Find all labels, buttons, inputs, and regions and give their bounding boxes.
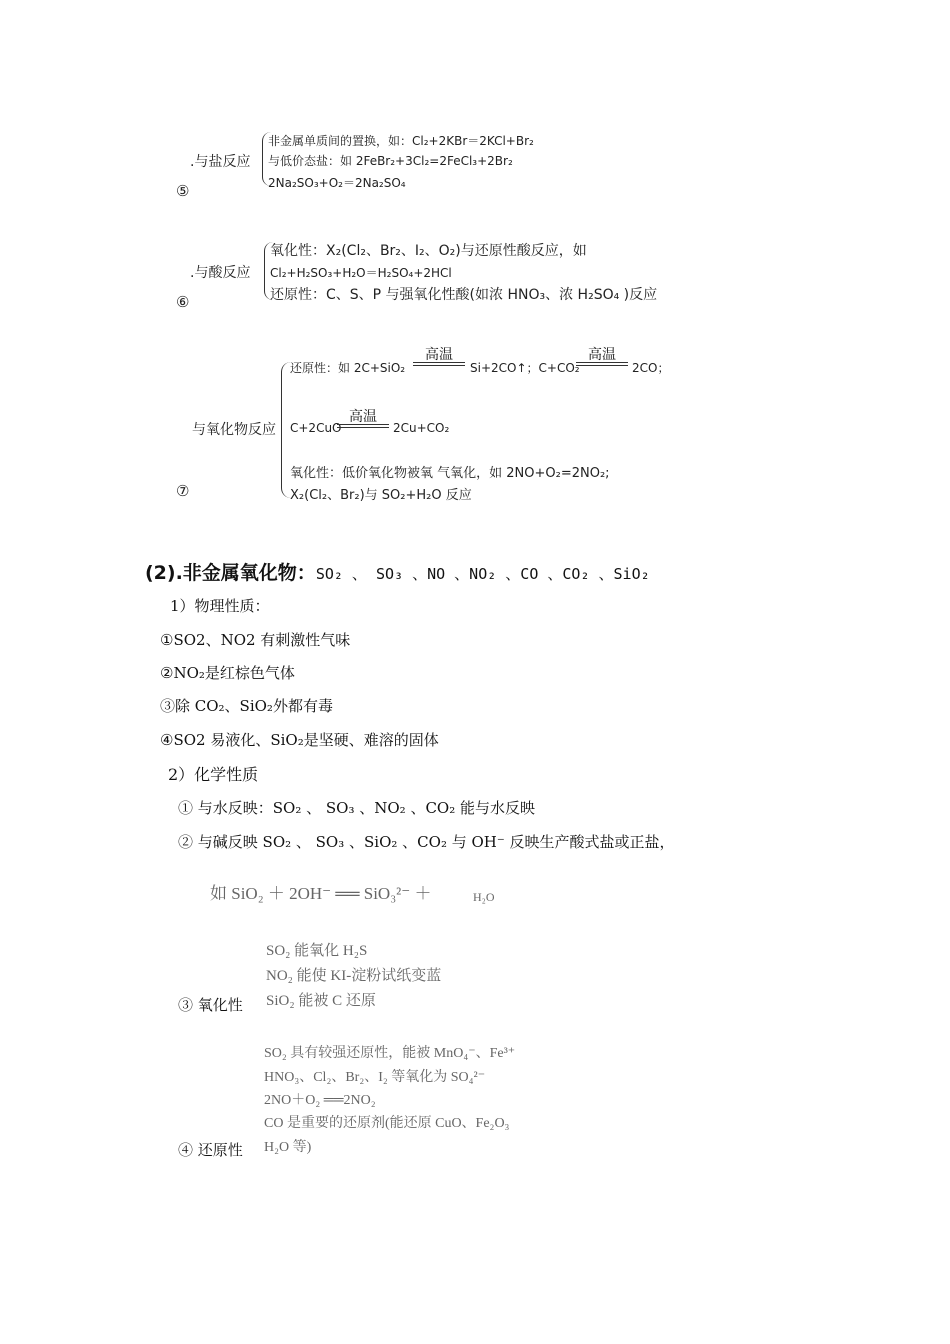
- acid-line-3: 还原性：C、S、P 与强氧化性酸(如浓 HNO₃、浓 H₂SO₄ )反应: [270, 287, 658, 303]
- acid-reaction-label: .与酸反应: [190, 265, 251, 281]
- salt-line-3: 2Na₂SO₃+O₂＝2Na₂SO₄: [268, 176, 406, 190]
- condition-high-temp-2: 高温: [588, 347, 616, 363]
- section-heading: [145, 558, 650, 585]
- circled-number-7: ⑦: [176, 482, 190, 500]
- reduction-label: ④ 还原性: [178, 1141, 243, 1159]
- salt-reaction-label: .与盐反应: [190, 154, 251, 170]
- oxide-reduction-product-1: Si+2CO↑；C+CO₂: [470, 361, 580, 375]
- physical-property-3: ③除 CO₂、SiO₂外都有毒: [160, 697, 333, 715]
- oxidation-label: ③ 氧化性: [178, 996, 243, 1014]
- oxide-reduction-product-2: 2CO；: [632, 361, 670, 375]
- oxidation-item-3: SiO₂ 能被 C 还原: [266, 993, 376, 1009]
- salt-line-2: 与低价态盐：如 2FeBr₂+3Cl₂=2FeCl₃+2Br₂: [268, 154, 513, 168]
- condition-high-temp-3: 高温: [349, 409, 377, 425]
- salt-line-1: 非金属单质间的置换，如：Cl₂+2KBr＝2KCl+Br₂: [268, 134, 534, 148]
- oxidation-item-2: NO₂ 能使 KI-淀粉试纸变蓝: [266, 968, 442, 984]
- circled-number-6: ⑥: [176, 293, 190, 311]
- reduction-item-5: H₂O 等): [264, 1140, 312, 1155]
- physical-properties-title: 1）物理性质：: [170, 597, 270, 615]
- oxide-reaction-label: 与氧化物反应: [192, 422, 276, 438]
- reduction-item-3: 2NO＋O₂ ══2NO₂: [264, 1093, 376, 1108]
- reduction-item-4: CO 是重要的还原剂(能还原 CuO、Fe₂O₃: [264, 1116, 510, 1131]
- section-heading-text: (2).非金属氧化物：: [145, 562, 316, 584]
- physical-property-1: ①SO2、NO2 有刺激性气味: [160, 631, 351, 649]
- cuo-reactant: C+2CuO: [290, 421, 342, 435]
- section-heading-formulas: SO₂ 、 SO₃ 、NO 、NO₂ 、CO 、CO₂ 、SiO₂: [315, 565, 650, 583]
- physical-property-4: ④SO2 易液化、SiO₂是坚硬、难溶的固体: [160, 731, 439, 749]
- oxide-reduction-prefix: 还原性：如 2C+SiO₂: [290, 361, 406, 375]
- oxide-oxidation-line-1: 氧化性：低价氧化物被氧 气氧化，如 2NO+O₂=2NO₂;: [290, 466, 610, 481]
- oxidation-item-1: SO₂ 能氧化 H₂S: [266, 943, 368, 959]
- circled-number-5: ⑤: [176, 182, 190, 200]
- condition-high-temp-1: 高温: [425, 347, 453, 363]
- oxide-oxidation-line-2: X₂(Cl₂、Br₂)与 SO₂+H₂O 反应: [290, 488, 472, 503]
- reduction-item-2: HNO₃、Cl₂、Br₂、I₂ 等氧化为 SO₄²⁻: [264, 1070, 486, 1085]
- chemical-property-base: ② 与碱反映 SO₂ 、 SO₃ 、SiO₂ 、CO₂ 与 OH⁻ 反映生产酸式盐或正盐，: [178, 833, 675, 851]
- example-equation-water: H₂O: [473, 890, 495, 904]
- cuo-product: 2Cu+CO₂: [393, 421, 450, 435]
- acid-line-2: Cl₂+H₂SO₃+H₂O＝H₂SO₄+2HCl: [270, 266, 452, 280]
- example-equation: 如 SiO₂ ＋ 2OH⁻ ══ SiO₃²⁻ ＋: [210, 884, 432, 903]
- reduction-item-1: SO₂ 具有较强还原性，能被 MnO₄⁻、Fe³⁺: [264, 1046, 516, 1061]
- acid-line-1: 氧化性：X₂(Cl₂、Br₂、I₂、O₂)与还原性酸反应，如: [270, 243, 587, 259]
- physical-property-2: ②NO₂是红棕色气体: [160, 664, 295, 682]
- chemical-property-water: ① 与水反映：SO₂ 、 SO₃ 、NO₂ 、CO₂ 能与水反映: [178, 799, 536, 817]
- chemical-properties-title: 2）化学性质: [168, 765, 259, 784]
